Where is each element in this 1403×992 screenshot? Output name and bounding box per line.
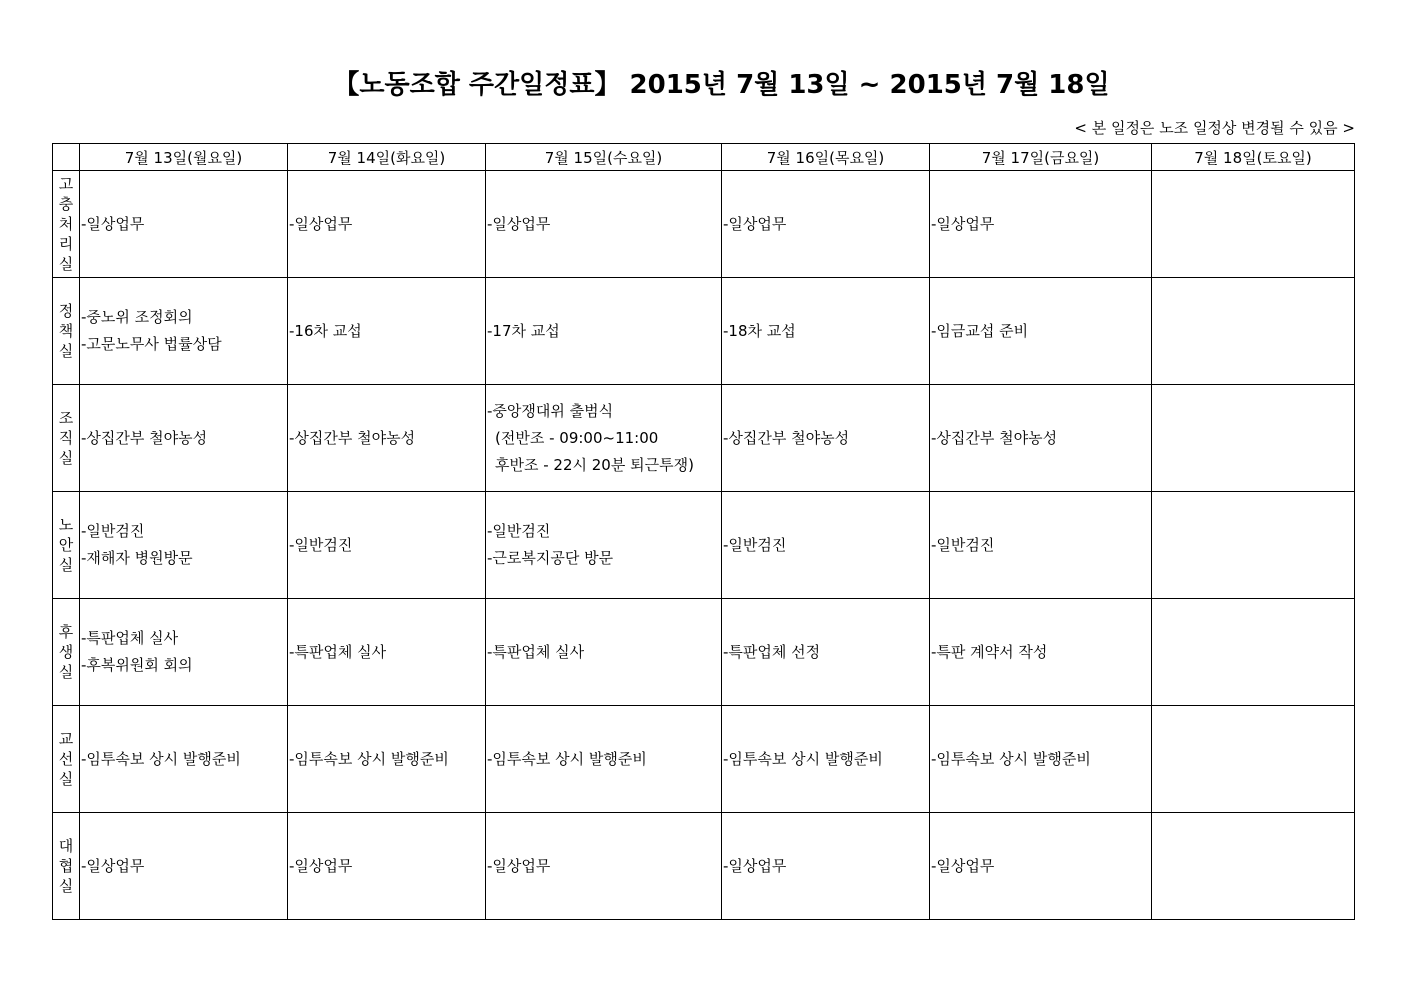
schedule-cell: [80, 171, 288, 278]
schedule-cell: [1152, 813, 1355, 920]
schedule-entry: -일상업무: [723, 214, 787, 233]
schedule-cell: [722, 278, 930, 385]
schedule-entry: -상집간부 철야농성: [931, 428, 1058, 447]
schedule-entry: -일반검진: [487, 522, 551, 540]
day-header: 7월 13일(월요일): [80, 144, 288, 171]
department-row: [53, 706, 1355, 813]
schedule-entry: -일상업무: [931, 214, 995, 233]
department-row: [53, 385, 1355, 492]
schedule-entry: -일반검진: [723, 535, 787, 554]
schedule-entry: -특판업체 실사: [289, 642, 387, 661]
schedule-cell: [80, 706, 288, 813]
department-label-char: 선: [58, 750, 74, 768]
department-label-char: 노: [58, 516, 74, 534]
department-label: [53, 278, 80, 385]
schedule-cell: [722, 171, 930, 278]
department-row: [53, 492, 1355, 599]
schedule-entry: -일상업무: [723, 856, 787, 875]
department-row: [53, 278, 1355, 385]
department-label: [53, 599, 80, 706]
schedule-cell: [288, 171, 486, 278]
schedule-cell: [930, 171, 1152, 278]
department-label-char: 실: [58, 449, 74, 467]
schedule-entry: -일상업무: [487, 214, 551, 233]
schedule-entry: -일상업무: [931, 856, 995, 875]
schedule-entry: -18차 교섭: [723, 321, 796, 340]
department-row: [53, 599, 1355, 706]
department-label: [53, 706, 80, 813]
department-label-char: 정: [58, 302, 74, 320]
day-header: 7월 18일(토요일): [1152, 144, 1355, 171]
schedule-cell: [486, 385, 722, 492]
department-label-char: 리: [58, 235, 74, 253]
schedule-cell: [930, 492, 1152, 599]
schedule-entry: -16차 교섭: [289, 321, 362, 340]
schedule-entry: -상집간부 철야농성: [723, 428, 850, 447]
schedule-cell: [486, 599, 722, 706]
schedule-cell: [80, 492, 288, 599]
department-label-char: 생: [58, 643, 74, 661]
schedule-entry: -일상업무: [289, 856, 353, 875]
schedule-cell: [486, 492, 722, 599]
schedule-cell: [288, 599, 486, 706]
schedule-cell: [722, 706, 930, 813]
department-label-char: 대: [58, 837, 74, 855]
department-label-char: 처: [58, 215, 74, 233]
department-label-char: 실: [58, 663, 74, 681]
day-header: 7월 16일(목요일): [722, 144, 930, 171]
schedule-cell: [930, 706, 1152, 813]
page-title: 【노동조합 주간일정표】 2015년 7월 13일 ~ 2015년 7월 18일: [333, 70, 1110, 100]
schedule-cell: [486, 706, 722, 813]
department-label-char: 협: [58, 857, 74, 875]
schedule-cell: [1152, 385, 1355, 492]
department-label: [53, 492, 80, 599]
schedule-entry: -특판업체 선정: [723, 642, 821, 661]
schedule-entry: -임투속보 상시 발행준비: [487, 749, 647, 768]
department-label: [53, 813, 80, 920]
schedule-cell: [1152, 706, 1355, 813]
corner-cell: [53, 144, 80, 171]
department-label-char: 실: [58, 255, 74, 273]
schedule-entry: -임투속보 상시 발행준비: [723, 749, 883, 768]
schedule-cell: [930, 813, 1152, 920]
schedule-entry: -특판 계약서 작성: [931, 642, 1048, 661]
department-label-char: 책: [58, 322, 74, 340]
weekly-schedule-table: [52, 143, 1355, 920]
schedule-cell: [288, 385, 486, 492]
schedule-entry: -일상업무: [487, 856, 551, 875]
schedule-entry: -중노위 조정회의: [81, 308, 193, 326]
schedule-entry: -임투속보 상시 발행준비: [289, 749, 449, 768]
schedule-entry: -일반검진: [931, 535, 995, 554]
schedule-entry: -임투속보 상시 발행준비: [81, 749, 241, 768]
schedule-entry: -후복위원회 회의: [81, 656, 193, 674]
schedule-entry: -고문노무사 법률상담: [81, 335, 222, 353]
schedule-cell: [80, 278, 288, 385]
schedule-entry: -재해자 병원방문: [81, 549, 193, 567]
schedule-cell: [722, 599, 930, 706]
schedule-entry: -상집간부 철야농성: [289, 428, 416, 447]
schedule-cell: [1152, 599, 1355, 706]
schedule-cell: [722, 813, 930, 920]
schedule-entry: -일상업무: [81, 856, 145, 875]
department-label-char: 직: [58, 429, 74, 447]
schedule-cell: [486, 813, 722, 920]
schedule-entry: 후반조 - 22시 20분 퇴근투쟁): [495, 455, 694, 474]
schedule-cell: [288, 492, 486, 599]
schedule-cell: [486, 278, 722, 385]
schedule-entry: -상집간부 철야농성: [81, 428, 208, 447]
day-header: 7월 17일(금요일): [930, 144, 1152, 171]
department-label: [53, 171, 80, 278]
schedule-cell: [288, 278, 486, 385]
schedule-entry: -중앙쟁대위 출범식: [487, 401, 614, 420]
schedule-entry: -근로복지공단 방문: [487, 549, 614, 567]
schedule-entry: -특판업체 실사: [487, 642, 585, 661]
schedule-cell: [1152, 278, 1355, 385]
schedule-cell: [288, 706, 486, 813]
schedule-body: [53, 171, 1355, 920]
department-label-char: 조: [58, 409, 74, 427]
schedule-cell: [80, 385, 288, 492]
schedule-cell: [1152, 171, 1355, 278]
department-label-char: 실: [58, 770, 74, 788]
header-row: [53, 144, 1355, 171]
department-label-char: 안: [58, 536, 74, 554]
schedule-entry: -특판업체 실사: [81, 629, 179, 647]
schedule-cell: [930, 599, 1152, 706]
schedule-cell: [486, 171, 722, 278]
department-label-char: 후: [58, 623, 74, 641]
schedule-cell: [722, 492, 930, 599]
schedule-cell: [1152, 492, 1355, 599]
schedule-cell: [80, 599, 288, 706]
department-label-char: 교: [58, 730, 74, 748]
department-row: [53, 171, 1355, 278]
department-label-char: 실: [58, 556, 74, 574]
department-label-char: 실: [58, 877, 74, 895]
schedule-cell: [930, 385, 1152, 492]
day-header: 7월 15일(수요일): [486, 144, 722, 171]
department-label: [53, 385, 80, 492]
day-header: 7월 14일(화요일): [288, 144, 486, 171]
schedule-entry: -일상업무: [81, 214, 145, 233]
schedule-entry: -17차 교섭: [487, 321, 560, 340]
schedule-cell: [80, 813, 288, 920]
department-label-char: 실: [58, 342, 74, 360]
schedule-change-notice: < 본 일정은 노조 일정상 변경될 수 있음 >: [1074, 119, 1355, 137]
schedule-entry: -일상업무: [289, 214, 353, 233]
schedule-entry: (전반조 - 09:00~11:00: [495, 428, 659, 447]
department-row: [53, 813, 1355, 920]
schedule-entry: -임금교섭 준비: [931, 321, 1029, 340]
department-label-char: 고: [58, 175, 74, 193]
schedule-entry: -일반검진: [81, 522, 145, 540]
schedule-cell: [930, 278, 1152, 385]
department-label-char: 충: [58, 195, 74, 213]
schedule-cell: [722, 385, 930, 492]
schedule-cell: [288, 813, 486, 920]
schedule-entry: -임투속보 상시 발행준비: [931, 749, 1091, 768]
schedule-entry: -일반검진: [289, 535, 353, 554]
